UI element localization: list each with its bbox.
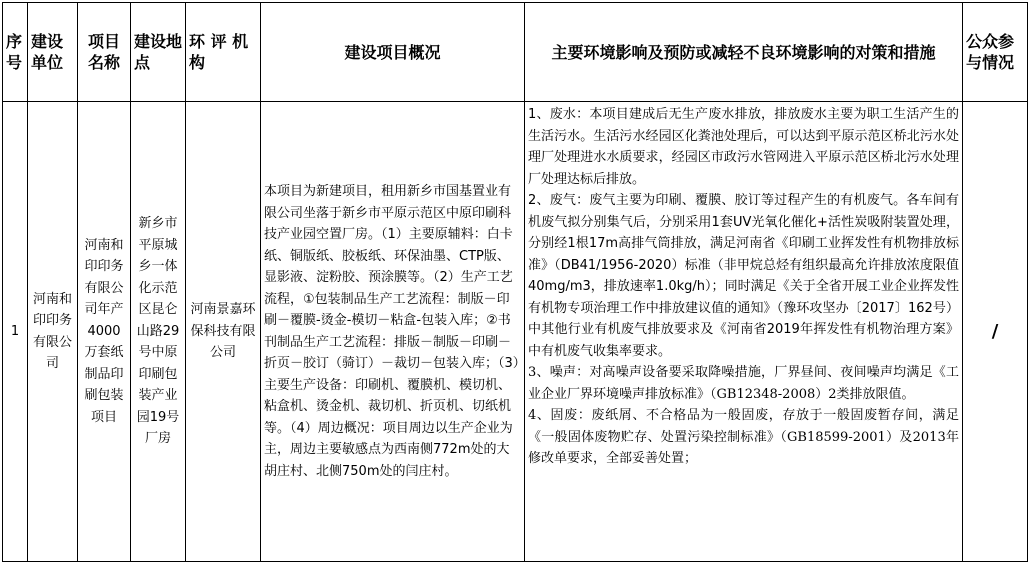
header-agency: 环 评 机 构 — [186, 3, 261, 102]
measure-noise: 3、噪声：对高噪声设备要采取降噪措施，厂界昼间、夜间噪声均满足《工业企业厂界环境噪声排放标准》（GB12348-2008）2类排放限值。 — [528, 365, 959, 402]
cell-unit: 河南和印印务有限公司 — [28, 102, 78, 562]
measure-solid-waste: 4、固废：废纸屑、不合格品为一般固废，存放于一般固废暂存间，满足《一般固体废物贮存、处置污染控制标准》（GB18599-2001）及2013年修改单要求，全部妥善处置； — [528, 408, 959, 466]
header-public-participation: 公众参与情况 — [963, 3, 1028, 102]
measure-wastewater: 1、废水：本项目建成后无生产废水排放，排放废水主要为职工生活产生的生活污水。生活污水经园区化粪池处理后，可以达到平原示范区桥北污水处理厂处理进水水质要求，经园区市政污水管网进入平原示范区桥北污水处理厂处理达标后排放。 — [528, 107, 959, 187]
cell-no: 1 — [3, 102, 28, 562]
eia-approval-table — [2, 2, 1028, 562]
cell-measures — [525, 102, 963, 562]
cell-overview: 本项目为新建项目，租用新乡市国基置业有限公司坐落于新乡市平原示范区中原印刷科技产业园空置厂房。（1）主要原辅料：白卡纸、铜版纸、胶板纸、环保油墨、CTP版、显影液、淀粉胶、预涂膜等。（2）生产工艺流程，①包装制品生产工艺流程：制版－印刷－覆膜-烫金-模切－粘盒-包装入库；②书刊制品生产工艺流程：排版－制版－印刷－折页－胶订（骑订）－裁切－包装入库；（3）主要生产设备：印刷机、覆膜机、模切机、粘盒机、烫金机、裁切机、折页机、切纸机等。（4）周边概况：项目周边以生产企业为主，周边主要敏感点为西南侧772m处的大胡庄村、北侧750m处的闫庄村。 — [261, 102, 525, 562]
table-row — [3, 102, 1028, 562]
header-unit: 建设单位 — [28, 3, 78, 102]
header-overview: 建设项目概况 — [261, 3, 525, 102]
header-no: 序号 — [3, 3, 28, 102]
header-measures: 主要环境影响及预防或减轻不良环境影响的对策和措施 — [525, 3, 963, 102]
header-project-name: 项目名称 — [78, 3, 131, 102]
cell-location: 新乡市平原城乡一体化示范区昆仑山路29号中原印刷包装产业园19号厂房 — [131, 102, 186, 562]
measure-waste-gas: 2、废气：废气主要为印刷、覆膜、胶订等过程产生的有机废气。各车间有机废气拟分别集气后，分别采用1套UV光氧化催化+活性炭吸附装置处理，分别经1根17m高排气筒排放，满足河南省《印刷工业挥发性有机物排放标准》（DB41/1956-2020）标准（非甲烷总烃有组织最高允许排放浓度限值40mg/m3，排放速率1.0kg/h）；同时满足《关于全省开展工业企业挥发性有机物专项治理工作中排放建议值的通知》（豫环攻坚办〔2017〕162号）中其他行业有机废气排放要求及《河南省2019年挥发性有机物治理方案》中有机废气收集率要求。 — [528, 193, 959, 359]
cell-project-name: 河南和印印务有限公司年产4000万套纸制品印刷包装项目 — [78, 102, 131, 562]
cell-agency: 河南景嘉环保科技有限公司 — [186, 102, 261, 562]
header-row — [3, 3, 1028, 102]
cell-public-participation: / — [963, 102, 1028, 562]
header-location: 建设地点 — [131, 3, 186, 102]
